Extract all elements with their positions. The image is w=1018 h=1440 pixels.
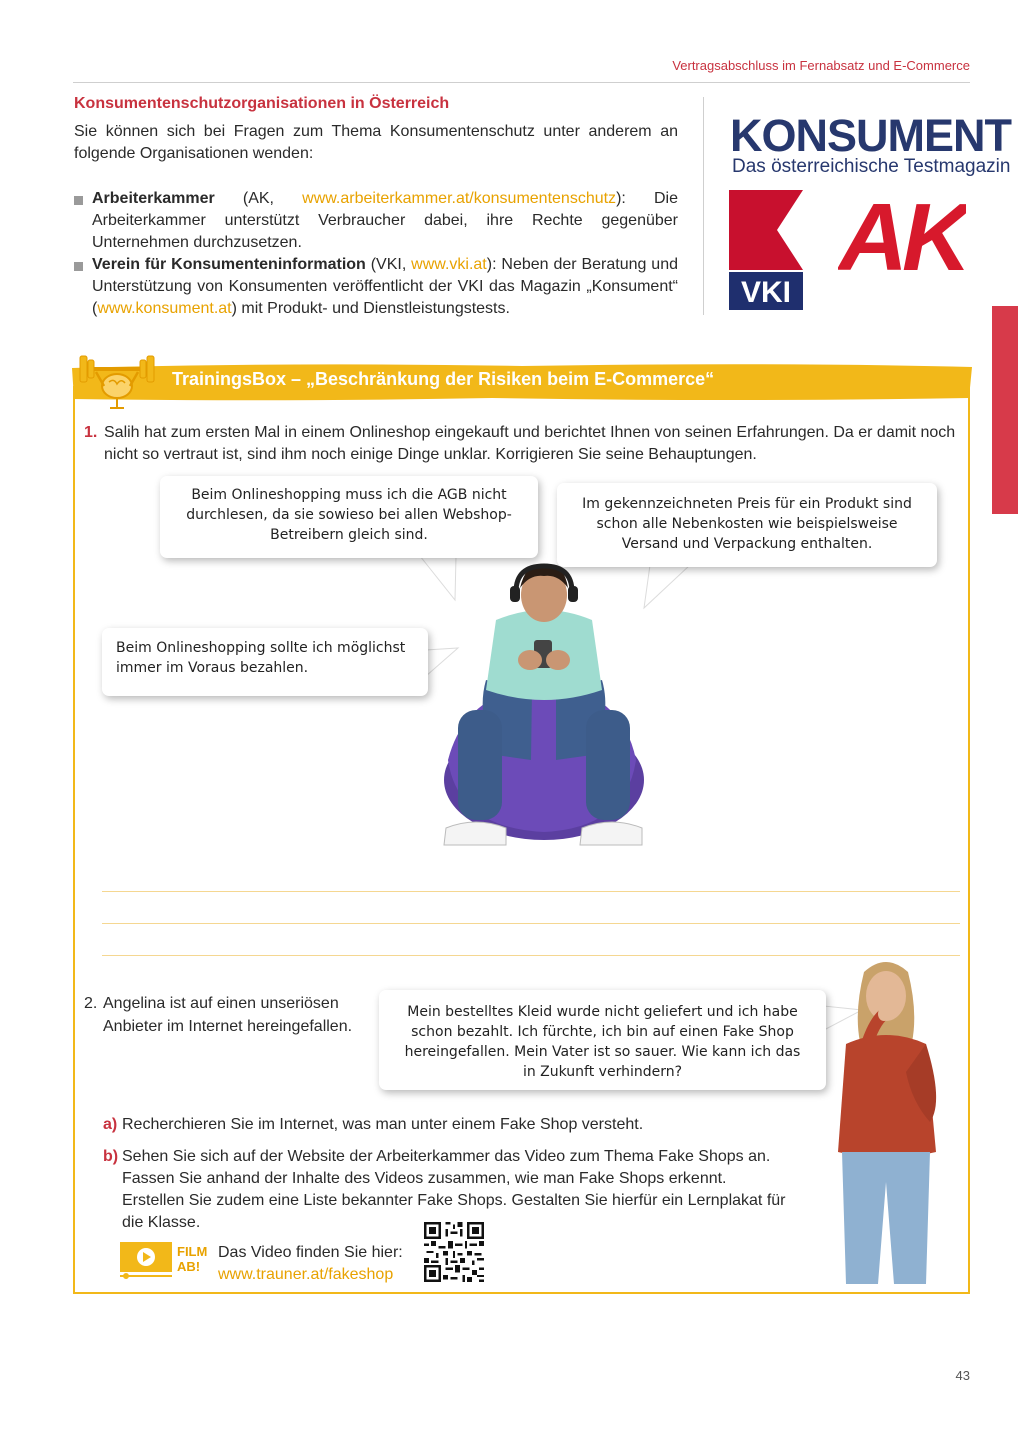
fakeshop-video-link[interactable]: www.trauner.at/fakeshop [218,1266,394,1283]
konsument-link[interactable]: www.konsument.at [97,300,232,317]
header-rule [73,82,970,83]
film-play-icon[interactable] [120,1240,172,1280]
answer-line-1[interactable] [102,891,960,892]
konsument-logo: KONSUMENT [730,110,1011,161]
task-2b-text: Fassen Sie anhand der Inhalte des Videos zusammen, wie man Fake Shops erkennt. Erstellen Sie zudem eine Liste bekannter Fake Shops. Gestalten Sie hierfür ein Lernplakat für die Klasse. [122,1170,786,1231]
question-2-text: Angelina ist auf einen unseriösen Anbieter im Internet hereingefallen. [103,995,353,1035]
intro-text: Sie können sich bei Fragen zum Thema Konsumentenschutz unter anderem an folgende Organisationen wenden: [74,123,678,162]
task-2b [103,1146,793,1234]
ak-logo [838,192,966,274]
vki-link[interactable]: www.vki.at [411,256,487,273]
vki-logo-text: VKI [740,276,792,309]
boy-on-beanbag-illustration [436,560,650,860]
speech-bubble-agb: Beim Onlineshopping muss ich die AGB nicht durchlesen, da sie sowieso bei allen Webshop-Betreibern gleich sind. [160,476,538,558]
bullet-square-icon [74,262,83,271]
film-ab-label [177,1244,207,1274]
task-2b-label: b) [103,1148,119,1165]
ak-link[interactable]: www.arbeiterkammer.at/konsumentenschutz [302,190,617,207]
question-1 [84,422,960,466]
bullet-square-icon [74,196,83,205]
answer-line-2[interactable] [102,923,960,924]
film-info [218,1242,403,1286]
divider [703,97,704,315]
ak-logo-text: AK [838,192,966,274]
organisation-list [74,188,678,320]
list-item-ak [74,188,678,254]
section-heading: Konsumentenschutzorganisationen in Österreich [74,95,450,112]
vki-logo [729,190,803,310]
speech-bubble-prepayment: Beim Onlineshopping sollte ich möglichst immer im Voraus bezahlen. [102,628,428,696]
chapter-tab [992,306,1018,514]
org-name: Arbeiterkammer [92,190,215,207]
girl-thinking-illustration [826,952,946,1284]
weightlifting-brain-icon [76,346,158,410]
konsument-logo-subtitle: Das österreichische Testmagazin [732,156,1011,177]
question-1-number: 1. [84,424,98,441]
org-text: (VKI, [365,256,412,273]
question-1-text: Salih hat zum ersten Mal in einem Onlineshop eingekauft und berichtet Ihnen von seinen Erfahrungen. Da er damit noch nicht so vertraut ist, sind ihm noch einige Dinge unklar. Korrigieren Sie seine Behauptungen. [104,424,956,463]
task-2b-text-line1: Sehen Sie sich auf der Website der Arbeiterkammer das Video zum Thema Fake Shops an. [122,1148,771,1165]
film-label-2: AB! [177,1259,201,1274]
org-description: ): Neben der Beratung und Unterstützung von Konsumenten veröffentlicht der VKI das Magazin „Konsument“ ( [92,256,678,317]
org-description-end: ) mit Produkt- und Dienstleistungstests. [231,300,510,317]
speech-bubble-price: Im gekennzeichneten Preis für ein Produkt sind schon alle Nebenkosten wie beispielsweise Versand und Verpackung enthalten. [557,483,937,567]
question-2 [84,992,384,1038]
task-2a-text: Recherchieren Sie im Internet, was man unter einem Fake Shop versteht. [122,1116,644,1133]
task-2a-label: a) [103,1116,118,1133]
speech-bubble-fakeshop: Mein bestelltes Kleid wurde nicht geliefert und ich habe schon bezahlt. Ich fürchte, ich bin auf einen Fake Shop hereingefallen. Mein Vater ist so sauer. Wie kann ich das in Zukunft verhindern? [379,990,826,1090]
list-item-vki [74,254,678,320]
org-name: Verein für Konsumenteninformation [92,256,366,273]
film-label-1: FILM [177,1244,208,1259]
page-number: 43 [955,1368,970,1383]
org-description: ): Die Arbeiterkammer unterstützt Verbraucher dabei, ihre Rechte gegenüber Unternehmen durchzusetzen. [92,190,678,251]
running-header: Vertragsabschluss im Fernabsatz und E-Commerce [672,58,970,73]
trainingsbox-title: TrainingsBox – „Beschränkung der Risiken beim E-Commerce“ [172,369,715,389]
question-2-number: 2. [84,995,98,1012]
task-2a [103,1114,783,1136]
film-text: Das Video finden Sie hier: [218,1244,403,1261]
org-text: (AK, [214,190,303,207]
qr-code[interactable] [424,1222,484,1282]
